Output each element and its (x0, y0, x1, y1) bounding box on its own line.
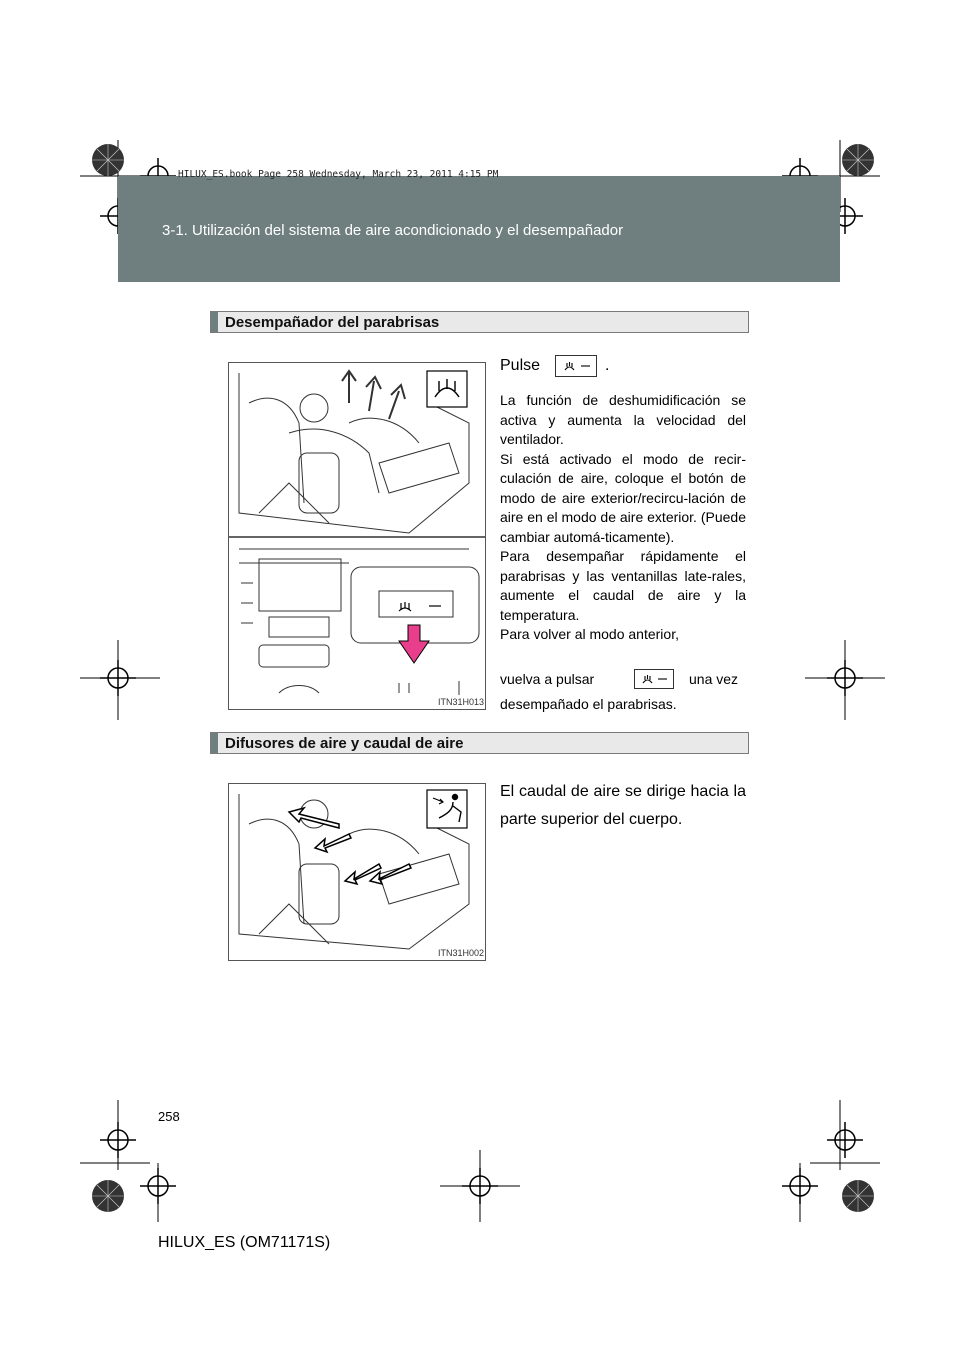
defroster-symbol (556, 356, 596, 376)
page-number: 258 (158, 1109, 180, 1124)
section-accent (211, 312, 218, 332)
defroster-button-icon (555, 355, 597, 377)
car-interior-illustration (229, 784, 485, 960)
section-title: Desempañador del parabrisas (225, 314, 440, 331)
section-heading-defroster (210, 311, 749, 333)
print-metadata: HILUX_ES.book Page 258 Wednesday, March 23, 2011 4:15 PM (178, 169, 499, 180)
defroster-symbol (635, 670, 673, 688)
section-accent (211, 733, 218, 753)
paragraph-recirculation: Si está activado el modo de recir-culación de aire, coloque el botón de modo de aire exterior/recircu-lación de aire en el modo de aire exterior. (Puede cambiar automá-ticamente). (500, 450, 746, 545)
car-interior-illustration (229, 363, 485, 709)
section-title: Difusores de aire y caudal de aire (225, 735, 464, 752)
defroster-button-icon-inline (634, 669, 674, 689)
paragraph-dehumidify: La función de deshumidificación se activa y aumenta la velocidad del ventilador. (500, 392, 746, 447)
figure-code: ITN31H002 (438, 948, 485, 958)
return-pre-text: vuelva a pulsar (500, 671, 595, 687)
figure-defroster-illustration (228, 362, 486, 710)
figure-air-outlet-illustration (228, 783, 486, 961)
defroster-description (500, 391, 746, 645)
paragraph-return: Para volver al modo anterior, (500, 626, 679, 642)
air-outlet-description: El caudal de aire se dirige hacia la parte superior del cuerpo. (500, 783, 746, 828)
document-code: HILUX_ES (OM71171S) (158, 1234, 331, 1251)
pulse-instruction (500, 357, 540, 375)
paragraph-quick-defrost: Para desempañar rápidamente el parabrisas y las ventanillas late-rales, aumente el caudal de aire y la temperatura. (500, 548, 746, 623)
section-heading-air-outlets (210, 732, 749, 754)
pulse-period: . (605, 357, 610, 374)
return-post-text: una vez (689, 671, 739, 687)
pulse-label: Pulse (500, 357, 541, 374)
chapter-section-label: 3-1. Utilización del sistema de aire acondicionado y el desempañador (162, 222, 624, 239)
figure-code: ITN31H013 (438, 697, 485, 707)
return-end-text: desempañado el parabrisas. (500, 696, 677, 712)
